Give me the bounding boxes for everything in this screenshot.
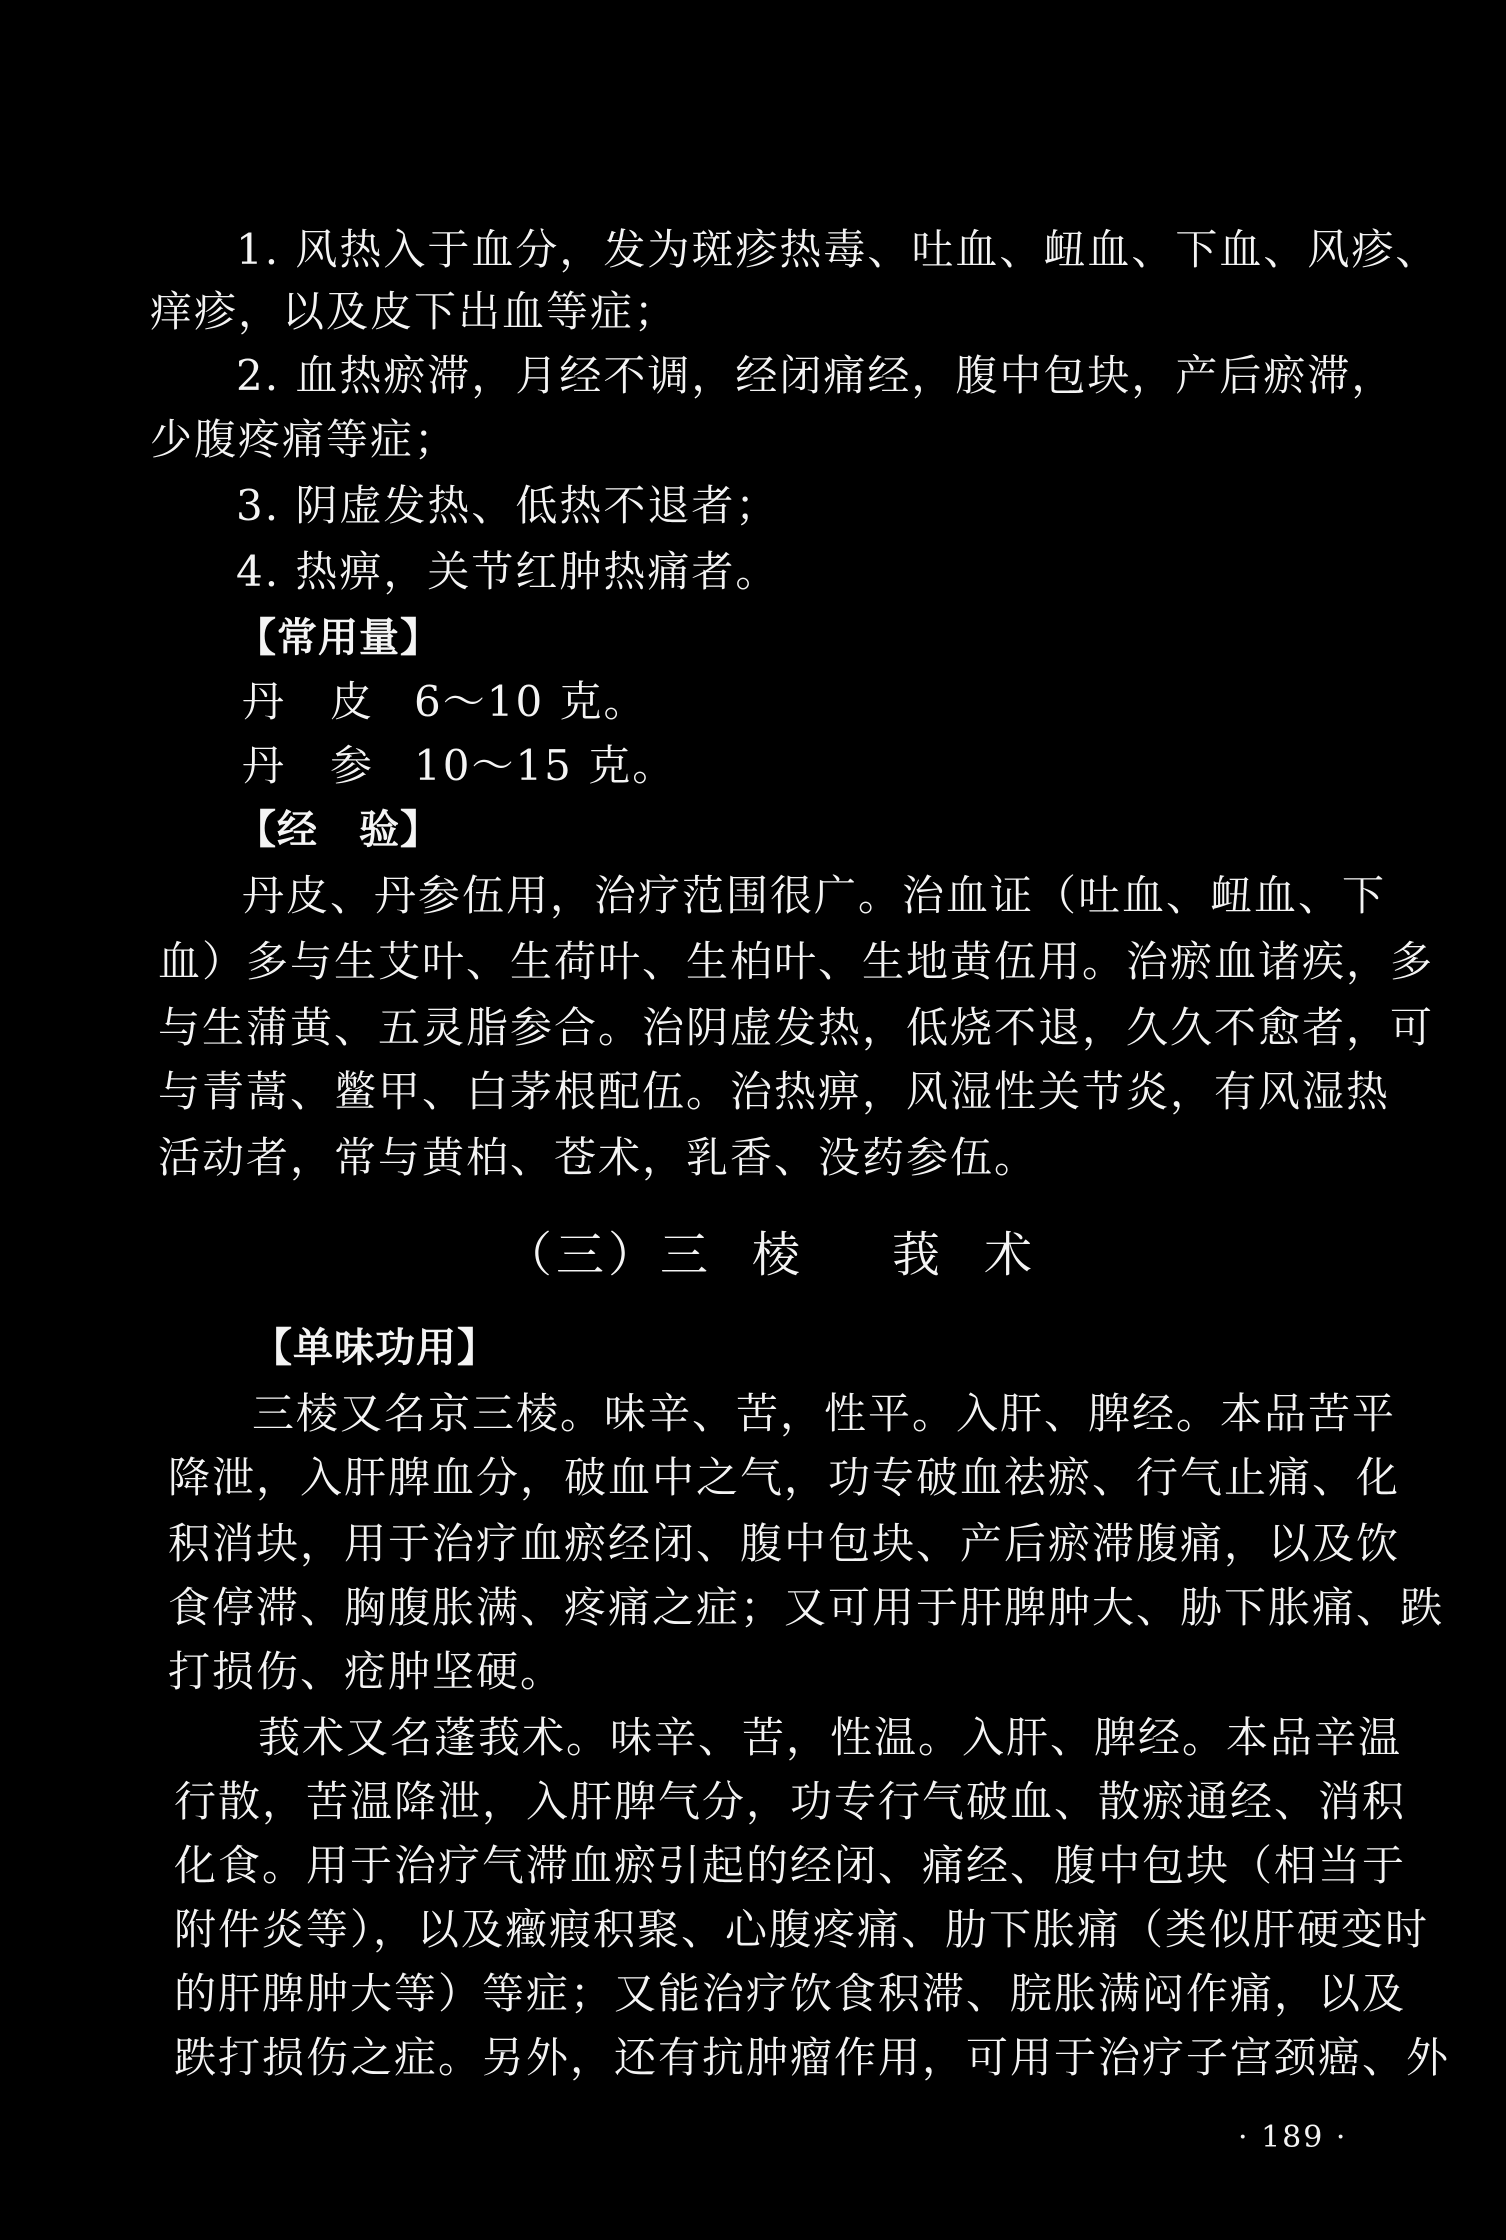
list-item-2-line-2: 少腹疼痛等症； — [150, 415, 459, 464]
dosage-row-1-name: 丹 皮 — [242, 677, 375, 726]
single-para-1-line-4: 食停滞、胸腹胀满、疼痛之症；又可用于肝脾肿大、胁下胀痛、跌 — [168, 1583, 1445, 1632]
section-title-herb-1: 棱 — [752, 1227, 805, 1283]
experience-heading: 【经 验】 — [236, 807, 441, 853]
single-para-2-line-4: 附件炎等），以及癥瘕积聚、心腹疼痛、肋下胀痛（类似肝硬变时 — [174, 1905, 1430, 1954]
single-para-1-line-2: 降泄，入肝脾血分，破血中之气，功专破血祛瘀、行气止痛、化 — [168, 1453, 1401, 1502]
section-title-prefix: （三）三 — [504, 1227, 713, 1283]
single-para-1-line-5: 打损伤、疮肿坚硬。 — [168, 1647, 565, 1696]
single-para-2-line-1: 莪术又名蓬莪术。味辛、苦，性温。入肝、脾经。本品辛温 — [258, 1713, 1403, 1762]
experience-line-1: 丹皮、丹参伍用，治疗范围很广。治血证（吐血、衄血、下 — [242, 871, 1387, 920]
single-para-2-line-6: 跌打损伤之症。另外，还有抗肿瘤作用，可用于治疗子宫颈癌、外 — [174, 2033, 1451, 2082]
section-title-herb-2: 莪 — [892, 1227, 945, 1283]
single-para-1-line-3: 积消块，用于治疗血瘀经闭、腹中包块、产后瘀滞腹痛，以及饮 — [168, 1519, 1401, 1568]
dosage-heading: 【常用量】 — [236, 615, 441, 661]
experience-line-4: 与青蒿、鳖甲、白茅根配伍。治热痹，风湿性关节炎，有风湿热 — [158, 1067, 1391, 1116]
dosage-row-2-name: 丹 参 — [242, 741, 375, 790]
single-para-1-line-1: 三棱又名京三棱。味辛、苦，性平。入肝、脾经。本品苦平 — [252, 1389, 1397, 1438]
page-number: · 189 · — [1238, 2120, 1348, 2155]
list-item-3: 3. 阴虚发热、低热不退者； — [236, 481, 780, 530]
dosage-row-1-amount: 6～10 克。 — [414, 677, 648, 726]
experience-line-2: 血）多与生艾叶、生荷叶、生柏叶、生地黄伍用。治瘀血诸疾，多 — [158, 937, 1435, 986]
single-para-2-line-5: 的肝脾肿大等）等症；又能治疗饮食积滞、脘胀满闷作痛，以及 — [174, 1969, 1407, 2018]
dosage-row-2 — [242, 740, 676, 792]
dosage-row-1 — [242, 676, 648, 728]
list-item-4: 4. 热痹，关节红肿热痛者。 — [236, 547, 780, 596]
single-para-2-line-3: 化食。用于治疗气滞血瘀引起的经闭、痛经、腹中包块（相当于 — [174, 1841, 1407, 1890]
single-para-2-line-2: 行散，苦温降泄，入肝脾气分，功专行气破血、散瘀通经、消积 — [174, 1777, 1407, 1826]
dosage-row-2-amount: 10～15 克。 — [414, 741, 677, 790]
single-function-heading: 【单味功用】 — [252, 1325, 498, 1371]
section-title — [504, 1226, 1036, 1284]
list-item-1-line-1: 1. 风热入于血分，发为斑疹热毒、吐血、衄血、下血、风疹、 — [236, 225, 1440, 274]
section-title-herb-3: 术 — [984, 1227, 1037, 1283]
list-item-2-line-1: 2. 血热瘀滞，月经不调，经闭痛经，腹中包块，产后瘀滞， — [236, 351, 1396, 400]
experience-line-5: 活动者，常与黄柏、苍术，乳香、没药参伍。 — [158, 1133, 1039, 1182]
experience-line-3: 与生蒲黄、五灵脂参合。治阴虚发热，低烧不退，久久不愈者，可 — [158, 1003, 1435, 1052]
list-item-1-line-2: 痒疹，以及皮下出血等症； — [150, 287, 679, 336]
